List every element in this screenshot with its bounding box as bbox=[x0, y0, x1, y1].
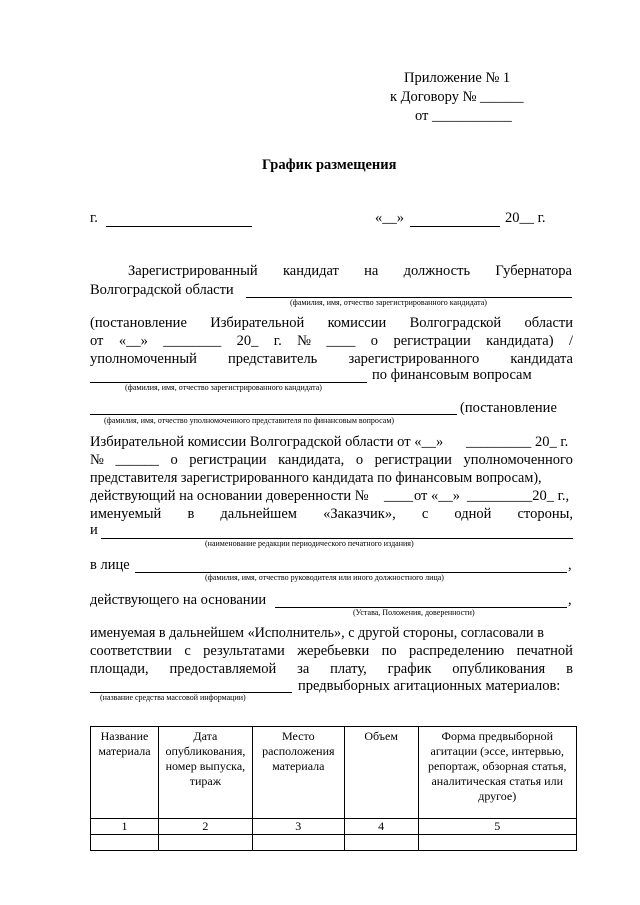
para3-line4a: действующий на основании доверенности № bbox=[90, 488, 369, 504]
para3-word: с bbox=[421, 506, 429, 522]
para2-line5-tail: (постановление bbox=[460, 400, 557, 416]
para2-word: Избирательной bbox=[210, 315, 305, 331]
para2-line3 bbox=[90, 351, 573, 368]
para3-line4b: ____ bbox=[384, 488, 413, 504]
in-person-label: в лице bbox=[90, 557, 130, 573]
para2-word: представитель bbox=[228, 351, 318, 367]
para1-word: на bbox=[364, 263, 379, 279]
para3-line1a: Избирательной комиссии Волгоградской области от «__» bbox=[90, 434, 444, 450]
para1-word: Зарегистрированный bbox=[128, 263, 258, 279]
appendix-line-3: от ___________ bbox=[415, 108, 512, 124]
para4-line3 bbox=[90, 661, 573, 678]
table-cell[interactable] bbox=[344, 835, 418, 851]
para2-word: ____ bbox=[326, 333, 356, 349]
para4-line1: именуемая в дальнейшем «Исполнитель», с другой стороны, согласовали в bbox=[90, 625, 544, 641]
date-month-line bbox=[410, 226, 500, 227]
page-title: График размещения bbox=[262, 157, 397, 173]
basis-hint: (Устава, Положения, доверенности) bbox=[353, 608, 475, 617]
para4-word: с bbox=[184, 643, 191, 659]
para3-word: стороны, bbox=[517, 506, 573, 522]
representative-name-line bbox=[90, 414, 457, 415]
table-header-row bbox=[91, 727, 577, 819]
in-person-tail: , bbox=[568, 557, 572, 573]
candidate-name-hint-2: (фамилия, имя, отчество зарегистрированного кандидата) bbox=[125, 383, 322, 392]
para2-line1 bbox=[90, 315, 573, 332]
table-header-cell: Дата опубликования, номер выпуска, тираж bbox=[158, 727, 252, 819]
table-number-cell: 5 bbox=[418, 819, 577, 835]
appendix-line-1: Приложение № 1 bbox=[404, 70, 511, 86]
media-name-hint: (название средства массовой информации) bbox=[100, 693, 246, 702]
para3-word: регистрации bbox=[374, 452, 452, 468]
para2-word: области bbox=[524, 315, 573, 331]
para4-word: жеребьевки bbox=[297, 643, 370, 659]
para3-line5 bbox=[90, 506, 573, 523]
para2-word: от bbox=[90, 333, 104, 349]
table-number-cell: 2 bbox=[158, 819, 252, 835]
para2-word: о bbox=[370, 333, 379, 349]
date-year: 20__ г. bbox=[505, 210, 546, 226]
para2-word: зарегистрированного bbox=[348, 351, 480, 367]
placement-table bbox=[90, 726, 577, 851]
para3-word: кандидата, bbox=[278, 452, 345, 468]
para3-line1b: _________ bbox=[466, 434, 532, 450]
para2-word: комиссии bbox=[327, 315, 387, 331]
para4-word: по bbox=[381, 643, 397, 659]
para4-word: плату, bbox=[330, 661, 367, 677]
acting-tail: , bbox=[568, 592, 572, 608]
table-header-cell: Название материала bbox=[91, 727, 159, 819]
para4-word: результатами bbox=[203, 643, 285, 659]
para3-line2 bbox=[90, 452, 573, 469]
para4-word: печатной bbox=[516, 643, 573, 659]
para3-word: регистрации bbox=[189, 452, 267, 468]
table-number-cell: 3 bbox=[252, 819, 344, 835]
table-number-cell: 4 bbox=[344, 819, 418, 835]
para4-word: площади, bbox=[90, 661, 149, 677]
para1-word: кандидат bbox=[282, 263, 339, 279]
para3-word: о bbox=[170, 452, 178, 468]
para4-word: за bbox=[297, 661, 310, 677]
para2-word: Волгоградской bbox=[409, 315, 502, 331]
appendix-line-2: к Договору № ______ bbox=[390, 89, 524, 105]
table-row bbox=[91, 835, 577, 851]
para1-line1 bbox=[128, 263, 572, 280]
table-cell[interactable] bbox=[91, 835, 159, 851]
para3-word: № bbox=[90, 452, 104, 468]
head-name-hint: (фамилия, имя, отчество руководителя или иного должностного лица) bbox=[205, 573, 444, 582]
para4-word: в bbox=[566, 661, 573, 677]
para3-word: в bbox=[187, 506, 195, 522]
editorial-name-hint: (наименование редакции периодического печатного издания) bbox=[205, 539, 414, 548]
para3-line1c: 20_ г. bbox=[535, 434, 569, 450]
para3-word: одной bbox=[454, 506, 492, 522]
para4-word: график bbox=[387, 661, 432, 677]
para2-word: г. bbox=[273, 333, 282, 349]
para3-word: «Заказчик», bbox=[323, 506, 396, 522]
para4-word: соответствии bbox=[90, 643, 172, 659]
para4-word: предоставляемой bbox=[169, 661, 277, 677]
table-header-cell: Форма предвыборной агитации (эссе, интервью, репортаж, обзорная статья, аналитическая статья или другое) bbox=[418, 727, 577, 819]
table-header-cell: Место расположения материала bbox=[252, 727, 344, 819]
representative-name-hint: (фамилия, имя, отчество уполномоченного представителя по финансовым вопросам) bbox=[104, 416, 395, 425]
city-prefix: г. bbox=[90, 210, 98, 226]
para3-line3: представителя зарегистрированного кандидата по финансовым вопросам), bbox=[90, 470, 542, 486]
para2-line4-tail: по финансовым вопросам bbox=[372, 367, 532, 383]
para2-word: 20_ bbox=[236, 333, 259, 349]
para3-word: дальнейшем bbox=[220, 506, 297, 522]
para2-word: кандидата) bbox=[486, 333, 554, 349]
table-cell[interactable] bbox=[252, 835, 344, 851]
table-header-cell: Объем bbox=[344, 727, 418, 819]
para2-line2 bbox=[90, 333, 573, 350]
para3-word: ______ bbox=[115, 452, 159, 468]
para4-line4-tail: предвыборных агитационных материалов: bbox=[298, 678, 561, 694]
para3-word: именуемый bbox=[90, 506, 162, 522]
para2-word: ________ bbox=[163, 333, 222, 349]
para1-line2: Волгоградской области bbox=[90, 282, 234, 298]
para4-word: распределению bbox=[409, 643, 505, 659]
para4-word: опубликования bbox=[452, 661, 546, 677]
para2-word: № bbox=[297, 333, 311, 349]
para1-word: должность bbox=[403, 263, 471, 279]
para2-word: регистрации bbox=[393, 333, 471, 349]
para3-line4c: от «__» bbox=[414, 488, 461, 504]
acting-label: действующего на основании bbox=[90, 592, 267, 608]
table-number-cell: 1 bbox=[91, 819, 159, 835]
table-cell[interactable] bbox=[158, 835, 252, 851]
para1-word: Губернатора bbox=[495, 263, 572, 279]
para3-line6: и bbox=[90, 522, 98, 538]
para2-word: / bbox=[568, 333, 573, 349]
city-blank-line bbox=[106, 226, 252, 227]
para3-word: уполномоченного bbox=[463, 452, 573, 468]
para2-word: «__» bbox=[118, 333, 148, 349]
para4-line2 bbox=[90, 643, 573, 660]
para3-line4d: _________20_ г., bbox=[467, 488, 570, 504]
table-number-row bbox=[91, 819, 577, 835]
table-cell[interactable] bbox=[418, 835, 577, 851]
para2-word: (постановление bbox=[90, 315, 187, 331]
para3-word: о bbox=[355, 452, 364, 468]
para2-word: кандидата bbox=[510, 351, 573, 367]
candidate-name-hint: (фамилия, имя, отчество зарегистрированного кандидата) bbox=[290, 298, 487, 307]
para2-word: уполномоченный bbox=[90, 351, 197, 367]
date-day: «__» bbox=[375, 210, 404, 226]
